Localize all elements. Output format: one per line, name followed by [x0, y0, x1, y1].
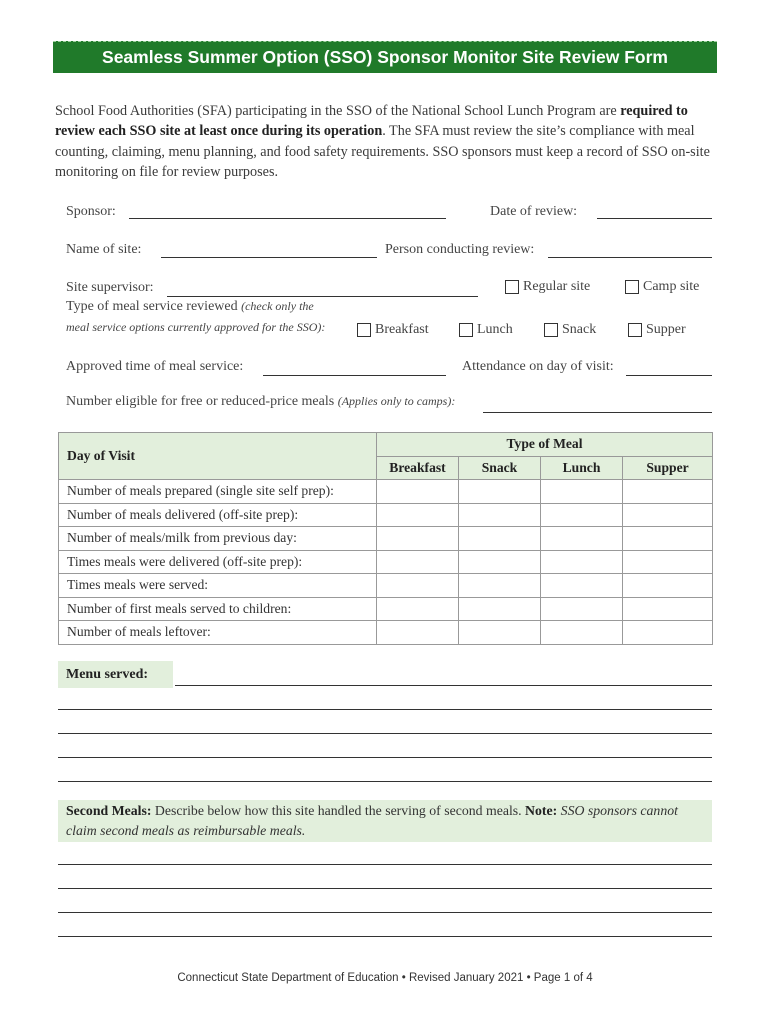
- checkbox-box[interactable]: [625, 280, 639, 294]
- table-cell[interactable]: [459, 550, 541, 574]
- table-cell[interactable]: [377, 503, 459, 527]
- table-cell[interactable]: [623, 621, 713, 645]
- breakfast-label: Breakfast: [375, 322, 429, 337]
- table-row: [59, 503, 713, 527]
- table-cell[interactable]: [377, 527, 459, 551]
- second-meals-line[interactable]: [58, 888, 712, 889]
- second-meals-line[interactable]: [58, 864, 712, 865]
- table-cell[interactable]: [459, 503, 541, 527]
- checkbox-box[interactable]: [459, 323, 473, 337]
- row-label: Number of meals prepared (single site self prep):: [59, 480, 377, 504]
- checkbox-box[interactable]: [544, 323, 558, 337]
- column-header: Breakfast: [377, 456, 459, 480]
- column-header: Lunch: [541, 456, 623, 480]
- site-supervisor-label: Site supervisor:: [66, 280, 154, 295]
- attendance-label: Attendance on day of visit:: [462, 359, 614, 374]
- table-row: [59, 527, 713, 551]
- checkbox-box[interactable]: [628, 323, 642, 337]
- date-of-review-field[interactable]: [597, 218, 712, 219]
- day-of-visit-header: Day of Visit: [59, 433, 377, 480]
- checkbox-box[interactable]: [505, 280, 519, 294]
- table-cell[interactable]: [623, 574, 713, 598]
- table-cell[interactable]: [459, 597, 541, 621]
- sponsor-field[interactable]: [129, 218, 446, 219]
- approved-time-field[interactable]: [263, 375, 446, 376]
- person-conducting-field[interactable]: [548, 257, 712, 258]
- approved-time-label: Approved time of meal service:: [66, 359, 244, 374]
- table-cell[interactable]: [377, 597, 459, 621]
- supper-label: Supper: [646, 322, 686, 337]
- table-cell[interactable]: [377, 550, 459, 574]
- column-header: Supper: [623, 456, 713, 480]
- lunch-checkbox[interactable]: [459, 322, 513, 338]
- table-cell[interactable]: [541, 550, 623, 574]
- menu-served-label: Menu served:: [58, 661, 173, 688]
- table-cell[interactable]: [377, 480, 459, 504]
- row-label: Times meals were served:: [59, 574, 377, 598]
- table-cell[interactable]: [623, 597, 713, 621]
- menu-line[interactable]: [175, 685, 712, 686]
- type-of-meal-service-label: Type of meal service reviewed (check only the: [66, 299, 314, 314]
- menu-line[interactable]: [58, 733, 712, 734]
- menu-line[interactable]: [58, 757, 712, 758]
- table-cell[interactable]: [623, 480, 713, 504]
- name-of-site-label: Name of site:: [66, 242, 142, 257]
- table-cell[interactable]: [377, 574, 459, 598]
- table-cell[interactable]: [541, 527, 623, 551]
- form-title: Seamless Summer Option (SSO) Sponsor Monitor Site Review Form: [53, 41, 717, 73]
- regular-site-checkbox[interactable]: [505, 279, 590, 295]
- table-cell[interactable]: [541, 503, 623, 527]
- meal-count-table: [58, 432, 713, 645]
- type-of-meal-header: Type of Meal: [377, 433, 713, 457]
- number-eligible-field[interactable]: [483, 412, 712, 413]
- table-row: [59, 550, 713, 574]
- row-label: Number of meals delivered (off-site prep):: [59, 503, 377, 527]
- row-label: Number of meals/milk from previous day:: [59, 527, 377, 551]
- intro-paragraph: School Food Authorities (SFA) participating in the SSO of the National School Lunch Program are required to review each SSO site at least once during its operation. The SFA must review the site’s compliance with meal counting, claiming, menu planning, and food safety requirements. SSO sponsors must keep a record of SSO on-site monitoring on file for review purposes.: [55, 103, 710, 180]
- lunch-label: Lunch: [477, 322, 513, 337]
- table-row: [59, 480, 713, 504]
- page-footer: Connecticut State Department of Education • Revised January 2021 • Page 1 of 4: [177, 972, 593, 984]
- sponsor-label: Sponsor:: [66, 204, 116, 219]
- column-header: Snack: [459, 456, 541, 480]
- second-meals-box: Second Meals: Describe below how this site handled the serving of second meals. Note: SSO sponsors cannot claim second meals as reimbursable meals.: [58, 800, 712, 842]
- number-eligible-label: Number eligible for free or reduced-price meals (Applies only to camps):: [66, 394, 456, 409]
- table-cell[interactable]: [377, 621, 459, 645]
- person-conducting-label: Person conducting review:: [385, 242, 535, 257]
- table-cell[interactable]: [623, 503, 713, 527]
- name-of-site-field[interactable]: [161, 257, 377, 258]
- table-cell[interactable]: [541, 574, 623, 598]
- table-row: [59, 574, 713, 598]
- second-meals-line[interactable]: [58, 912, 712, 913]
- camp-site-checkbox[interactable]: [625, 279, 699, 295]
- menu-line[interactable]: [58, 781, 712, 782]
- snack-label: Snack: [562, 322, 597, 337]
- row-label: Number of meals leftover:: [59, 621, 377, 645]
- table-cell[interactable]: [459, 574, 541, 598]
- table-cell[interactable]: [541, 480, 623, 504]
- date-of-review-label: Date of review:: [490, 204, 578, 219]
- table-cell[interactable]: [541, 621, 623, 645]
- row-label: Times meals were delivered (off-site prep):: [59, 550, 377, 574]
- type-of-meal-service-note: meal service options currently approved for the SSO):: [66, 320, 326, 334]
- table-cell[interactable]: [541, 597, 623, 621]
- table-cell[interactable]: [623, 527, 713, 551]
- camp-site-label: Camp site: [643, 279, 700, 294]
- second-meals-line[interactable]: [58, 936, 712, 937]
- attendance-field[interactable]: [626, 375, 712, 376]
- checkbox-box[interactable]: [357, 323, 371, 337]
- supper-checkbox[interactable]: [628, 322, 686, 338]
- menu-line[interactable]: [58, 709, 712, 710]
- table-cell[interactable]: [459, 480, 541, 504]
- snack-checkbox[interactable]: [544, 322, 596, 338]
- table-row: [59, 621, 713, 645]
- table-cell[interactable]: [459, 527, 541, 551]
- table-cell[interactable]: [459, 621, 541, 645]
- row-label: Number of first meals served to children:: [59, 597, 377, 621]
- table-cell[interactable]: [623, 550, 713, 574]
- regular-site-label: Regular site: [523, 279, 591, 294]
- table-row: [59, 597, 713, 621]
- site-supervisor-field[interactable]: [167, 296, 478, 297]
- breakfast-checkbox[interactable]: [357, 322, 429, 338]
